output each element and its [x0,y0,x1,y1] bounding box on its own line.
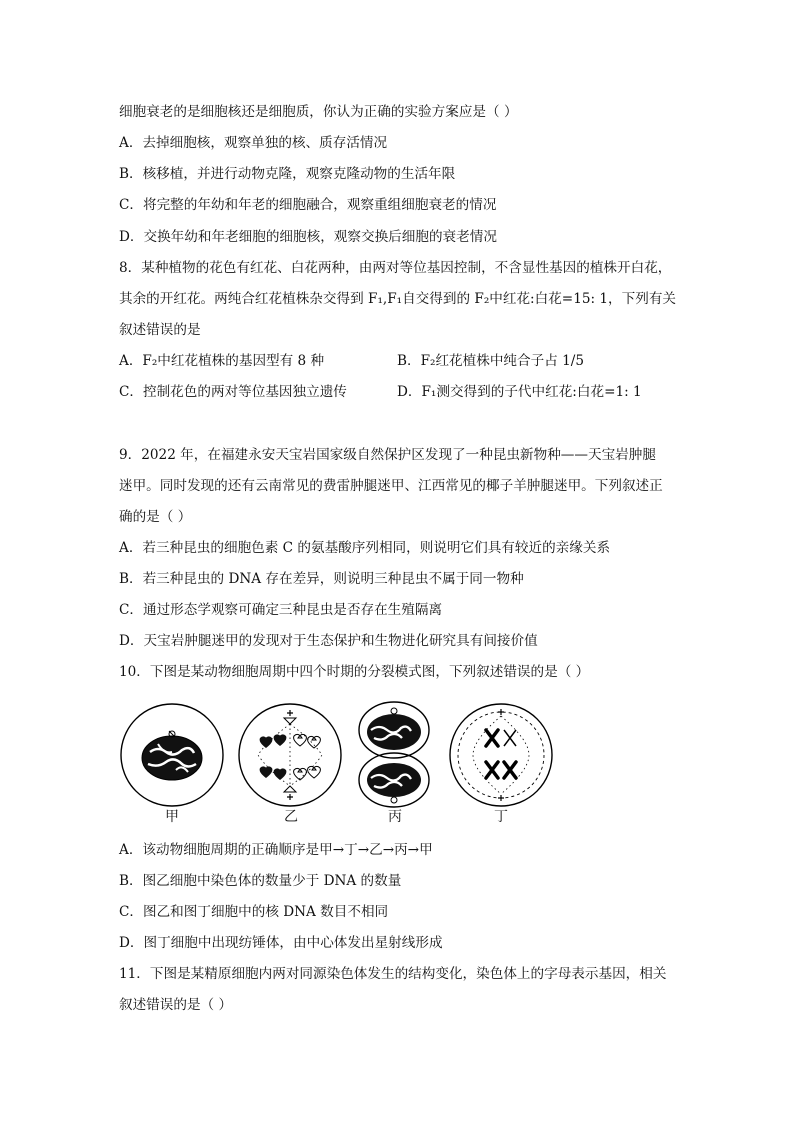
question-9-stem-line2: 迷甲。同时发现的还有云南常见的费雷肿腿迷甲、江西常见的椰子羊肿腿迷甲。下列叙述正 [119,478,663,494]
question-9-stem-line3: 确的是（ ） [119,509,192,525]
label-ding: 丁 [494,809,508,825]
q8-option-d: D．F₁测交得到的子代中红花:白花=1: 1 [397,384,642,400]
q9-option-a: A．若三种昆虫的细胞色素 C 的氨基酸序列相同，则说明它们具有较近的亲缘关系 [119,540,611,556]
question-11-stem-line2: 叙述错误的是（ ） [119,997,233,1013]
question-10-stem: 10．下图是某动物细胞周期中四个时期的分裂模式图，下列叙述错误的是（ ） [119,664,590,680]
q10-option-a: A．该动物细胞周期的正确顺序是甲→丁→乙→丙→甲 [119,842,433,858]
label-yi: 乙 [284,809,298,825]
q7-option-b: B．核移植，并进行动物克隆，观察克隆动物的生活年限 [119,166,456,182]
q9-option-b: B．若三种昆虫的 DNA 存在差异，则说明三种昆虫不属于同一物种 [119,571,524,587]
question-8-stem-line3: 叙述错误的是 [119,322,201,338]
label-bing: 丙 [388,809,402,825]
question-8-stem-line2: 其余的开红花。两纯合红花植株杂交得到 F₁,F₁自交得到的 F₂中红花:白花=15: 1，下列有关 [119,291,677,307]
q8-option-b: B．F₂红花植株中纯合子占 1/5 [397,353,585,369]
label-jia: 甲 [165,809,179,825]
question-8-stem-line1: 8．某种植物的花色有红花、白花两种，由两对等位基因控制，不含显性基因的植株开白花， [119,260,672,276]
cell-division-figure [118,700,558,810]
cell-ding [450,704,552,806]
q9-option-d: D．天宝岩肿腿迷甲的发现对于生态保护和生物进化研究具有间接价值 [119,633,538,649]
q8-option-a: A．F₂中红花植株的基因型有 8 种 [119,353,325,369]
question-9-stem-line1: 9．2022 年，在福建永安天宝岩国家级自然保护区发现了一种昆虫新物种——天宝岩肿腿 [119,447,656,463]
q10-option-d: D．图丁细胞中出现纺锤体，由中心体发出星射线形成 [119,935,443,951]
cell-yi [239,704,341,806]
q10-option-b: B．图乙细胞中染色体的数量少于 DNA 的数量 [119,873,402,889]
q10-option-c: C．图乙和图丁细胞中的核 DNA 数目不相同 [119,904,389,920]
q7-option-c: C．将完整的年幼和年老的细胞融合，观察重组细胞衰老的情况 [119,197,497,213]
cell-bing [359,702,429,807]
question-7-stem-end: 细胞衰老的是细胞核还是细胞质，你认为正确的实验方案应是（ ） [119,104,518,120]
question-11-stem-line1: 11．下图是某精原细胞内两对同源染色体发生的结构变化，染色体上的字母表示基因，相关 [119,966,667,982]
cell-jia [121,704,223,806]
q7-option-d: D．交换年幼和年老细胞的细胞核，观察交换后细胞的衰老情况 [119,229,497,245]
q8-option-c: C．控制花色的两对等位基因独立遗传 [119,384,347,400]
q9-option-c: C．通过形态学观察可确定三种昆虫是否存在生殖隔离 [119,602,443,618]
q7-option-a: A．去掉细胞核，观察单独的核、质存活情况 [119,135,388,151]
